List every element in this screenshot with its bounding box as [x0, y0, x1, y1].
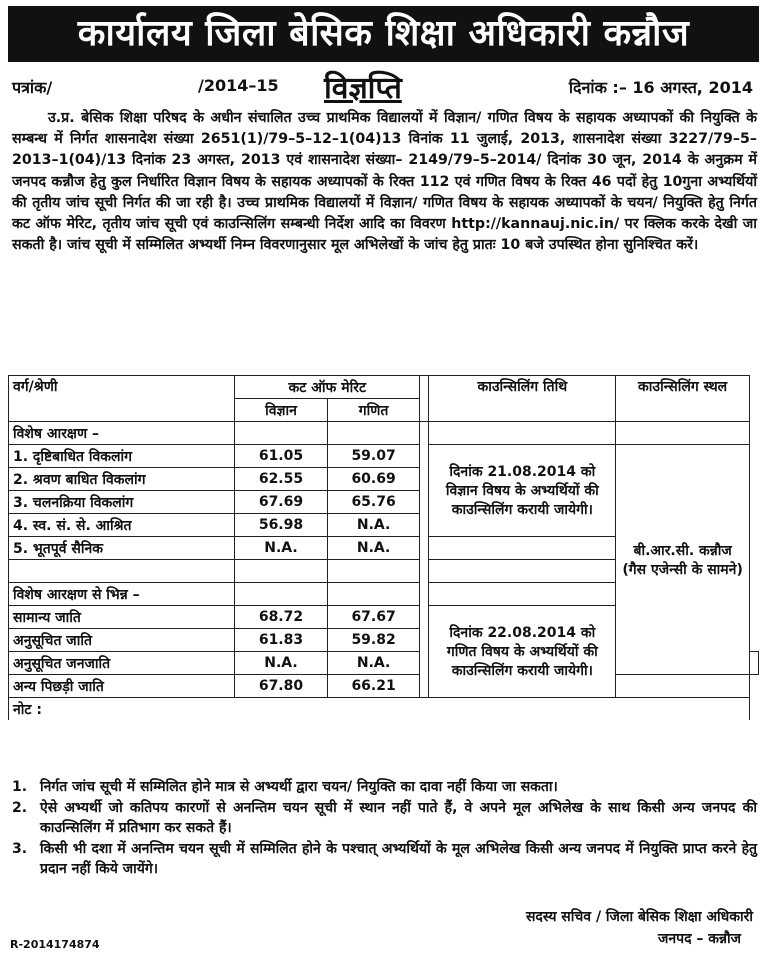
notice-body [12, 108, 757, 256]
table-row [9, 422, 759, 445]
math-cell: 59.82 [327, 629, 420, 652]
science-cell: 61.83 [235, 629, 328, 652]
science-cell: 62.55 [235, 468, 328, 491]
category-cell: 3. चलनक्रिया विकलांग [9, 491, 235, 514]
math-cell: 59.07 [327, 445, 420, 468]
math-cell: 60.69 [327, 468, 420, 491]
cutoff-table [8, 375, 759, 720]
letter-number-label: पत्रांक/ [12, 78, 53, 97]
note-item: 1. निर्गत जांच सूची में सम्मिलित होने मात्र से अभ्यर्थी द्वारा चयन/ नियुक्ति का दावा नहीं किया जा सकता। [12, 779, 558, 795]
math-cell: N.A. [327, 537, 420, 560]
office-banner: कार्यालय जिला बेसिक शिक्षा अधिकारी कन्नौज [8, 6, 759, 62]
science-cell: 68.72 [235, 606, 328, 629]
counselling-date-science: दिनांक 21.08.2014 को विज्ञान विषय के अभ्यर्थियों की काउन्सिलिंग करायी जायेगी। [429, 445, 616, 537]
header-category: वर्ग/श्रेणी [9, 376, 235, 422]
signature-title: सदस्य सचिव / जिला बेसिक शिक्षा अधिकारी [525, 909, 753, 925]
group-label: विशेष आरक्षण – [9, 422, 235, 445]
notice-date: दिनांक :– 16 अगस्त, 2014 [568, 78, 753, 97]
math-cell: N.A. [327, 652, 420, 675]
letter-year: /2014–15 [198, 76, 279, 95]
counselling-place: बी.आर.सी. कन्नौज (गैस एजेन्सी के सामने) [616, 445, 750, 675]
science-cell: 56.98 [235, 514, 328, 537]
math-cell: 65.76 [327, 491, 420, 514]
category-cell: अन्य पिछड़ी जाति [9, 675, 235, 698]
math-cell: 66.21 [327, 675, 420, 698]
header-math: गणित [327, 399, 420, 422]
note-header-row [9, 698, 759, 721]
note-item: 2. ऐसे अभ्यर्थी जो कतिपय कारणों से अनन्तिम चयन सूची में स्थान नहीं पाते हैं, वे अपने मूल अभिलेख के साथ किसी अन्य जनपद की काउन्सिलिंग में प्रतिभाग कर सकते हैं। [12, 799, 757, 836]
category-cell: 5. भूतपूर्व सैनिक [9, 537, 235, 560]
category-cell: 2. श्रवण बाधित विकलांग [9, 468, 235, 491]
release-code: R-2014174874 [10, 938, 100, 951]
science-cell: N.A. [235, 652, 328, 675]
reference-line [8, 66, 759, 104]
category-cell: सामान्य जाति [9, 606, 235, 629]
header-counselling-place: काउन्सिलिंग स्थल [616, 376, 750, 422]
header-counselling-date: काउन्सिलिंग तिथि [429, 376, 616, 422]
body-paragraph: उ.प्र. बेसिक शिक्षा परिषद के अधीन संचालित उच्च प्राथमिक विद्यालयों में विज्ञान/ गणित विषय के सहायक अध्यापकों की नियुक्ति के सम्बन्ध में निर्गत शासनादेश संख्या 2651(1)/79–5–12–1(04)13 विनांक 11 जुलाई, 2013, शासनादेश संख्या 3227/79–5–2013–1(04)/13 दिनांक 23 अगस्त, 2013 एवं शासनादेश संख्या– 2149/79–5–2014/ दिनांक 30 जून, 2014 के अनुक्रम में जनपद कन्नौज हेतु कुल निर्धारित विज्ञान विषय के सहायक अध्यापकों के रिक्त 112 एवं गणित विषय के रिक्त 46 पदों हेतु 10गुना अभ्यर्थियों की तृतीय जांच सूची निर्गत की जा रही है। उच्च प्राथमिक विद्यालयों में विज्ञान/ गणित विषय के सहायक अध्यापकों के चयन/ नियुक्ति हेतु निर्गत कट ऑफ मेरिट, तृतीय जांच सूची एवं काउन्सिलिंग सम्बन्धी निर्देश आदि का विवरण http://kannauj.nic.in/ पर क्लिक करके देखी जा सकती है। जांच सूची में सम्मिलित अभ्यर्थी निम्न विवरणानुसार मूल अभिलेखों के जांच हेतु प्रातः 10 बजे उपस्थित होना सुनिश्चित करें। [12, 110, 757, 254]
category-cell: 4. स्व. सं. से. आश्रित [9, 514, 235, 537]
science-cell: 61.05 [235, 445, 328, 468]
category-cell: अनुसूचित जाति [9, 629, 235, 652]
science-cell: N.A. [235, 537, 328, 560]
notice-heading: विज्ञप्ति [324, 71, 402, 106]
table-row [9, 445, 759, 468]
table-row [9, 675, 759, 698]
table-header-row [9, 376, 759, 399]
signature-district: जनपद – कन्नौज [657, 931, 741, 947]
header-cutoff: कट ऑफ मेरिट [235, 376, 420, 399]
group-label: विशेष आरक्षण से भिन्न – [9, 583, 235, 606]
math-cell: 67.67 [327, 606, 420, 629]
counselling-date-math: दिनांक 22.08.2014 को गणित विषय के अभ्यर्थियों की काउन्सिलिंग करायी जायेगी। [429, 606, 616, 698]
signature-block [526, 906, 753, 950]
science-cell: 67.80 [235, 675, 328, 698]
note-heading: नोट : [9, 698, 750, 721]
note-item: 3. किसी भी दशा में अनन्तिम चयन सूची में सम्मिलित होने के पश्चात् अभ्यर्थियों के मूल अभिलेख किसी अन्य जनपद में नियुक्ति प्राप्त करने हेतु प्रदान नहीं किये जायेंगे। [12, 840, 757, 877]
notes-list [12, 777, 757, 880]
math-cell: N.A. [327, 514, 420, 537]
science-cell: 67.69 [235, 491, 328, 514]
header-science: विज्ञान [235, 399, 328, 422]
category-cell: 1. दृष्टिबाधित विकलांग [9, 445, 235, 468]
category-cell: अनुसूचित जनजाति [9, 652, 235, 675]
